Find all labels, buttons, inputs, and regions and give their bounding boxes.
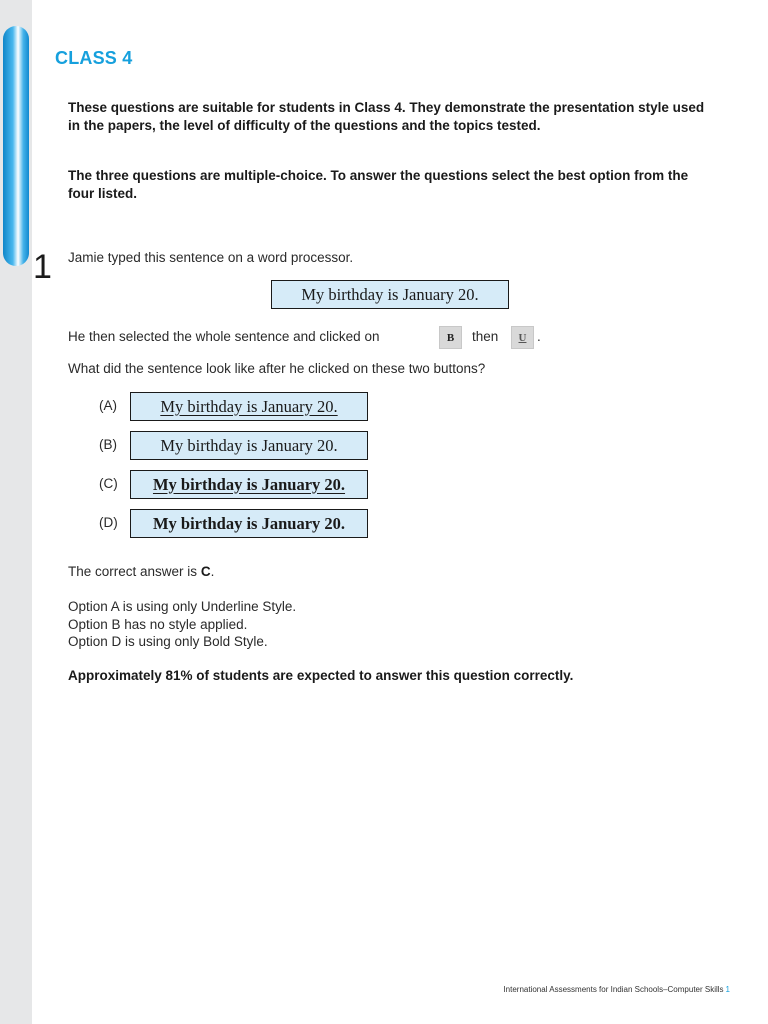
question-stem: Jamie typed this sentence on a word processor.	[68, 250, 354, 265]
expected-success-note: Approximately 81% of students are expected to answer this question correctly.	[68, 668, 574, 683]
option-d-label: (D)	[99, 515, 118, 530]
explanation-option-a: Option A is using only Underline Style.	[68, 599, 297, 614]
answer-explanations	[68, 598, 296, 651]
option-c-box	[130, 470, 368, 499]
footer-text: International Assessments for Indian Schools–Computer Skills	[503, 985, 724, 994]
option-a-label: (A)	[99, 398, 117, 413]
option-c-text: My birthday is January 20.	[152, 474, 346, 494]
typed-sentence: My birthday is January 20.	[301, 284, 479, 304]
option-b-label: (B)	[99, 437, 117, 452]
underline-button-label: U	[518, 331, 527, 344]
option-b-box	[130, 431, 368, 460]
action-text-suffix: .	[537, 329, 541, 344]
class-title: CLASS 4	[55, 48, 133, 68]
question-number: 1	[33, 248, 52, 286]
bold-button-label: B	[446, 331, 455, 344]
option-d-text: My birthday is January 20.	[152, 513, 346, 533]
option-b-text: My birthday is January 20.	[160, 435, 338, 455]
option-a-box	[130, 392, 368, 421]
explanation-option-d: Option D is using only Bold Style.	[68, 634, 268, 649]
action-text-then: then	[472, 329, 499, 344]
underline-button	[511, 326, 534, 349]
action-text-prefix: He then selected the whole sentence and clicked on	[68, 329, 380, 344]
bold-button	[439, 326, 462, 349]
option-d-box	[130, 509, 368, 538]
correct-answer-line	[68, 563, 214, 581]
page-footer	[503, 985, 730, 994]
correct-answer-suffix: .	[210, 564, 215, 579]
intro-paragraph-1: These questions are suitable for students in Class 4. They demonstrate the presentation style used in the papers, the level of difficulty of the questions and the topics tested.	[68, 100, 705, 133]
footer-page-number: 1	[725, 985, 730, 994]
option-c-label: (C)	[99, 476, 118, 491]
explanation-option-b: Option B has no style applied.	[68, 616, 248, 632]
section-tab-decoration	[3, 26, 29, 266]
question-prompt: What did the sentence look like after he clicked on these two buttons?	[68, 361, 486, 376]
option-a-text: My birthday is January 20.	[160, 396, 338, 416]
intro-paragraph-2: The three questions are multiple-choice. To answer the questions select the best option from the four listed.	[68, 168, 689, 201]
correct-answer-prefix: The correct answer is	[68, 564, 198, 579]
typed-sentence-box	[271, 280, 509, 309]
correct-answer-letter: C	[200, 564, 211, 579]
